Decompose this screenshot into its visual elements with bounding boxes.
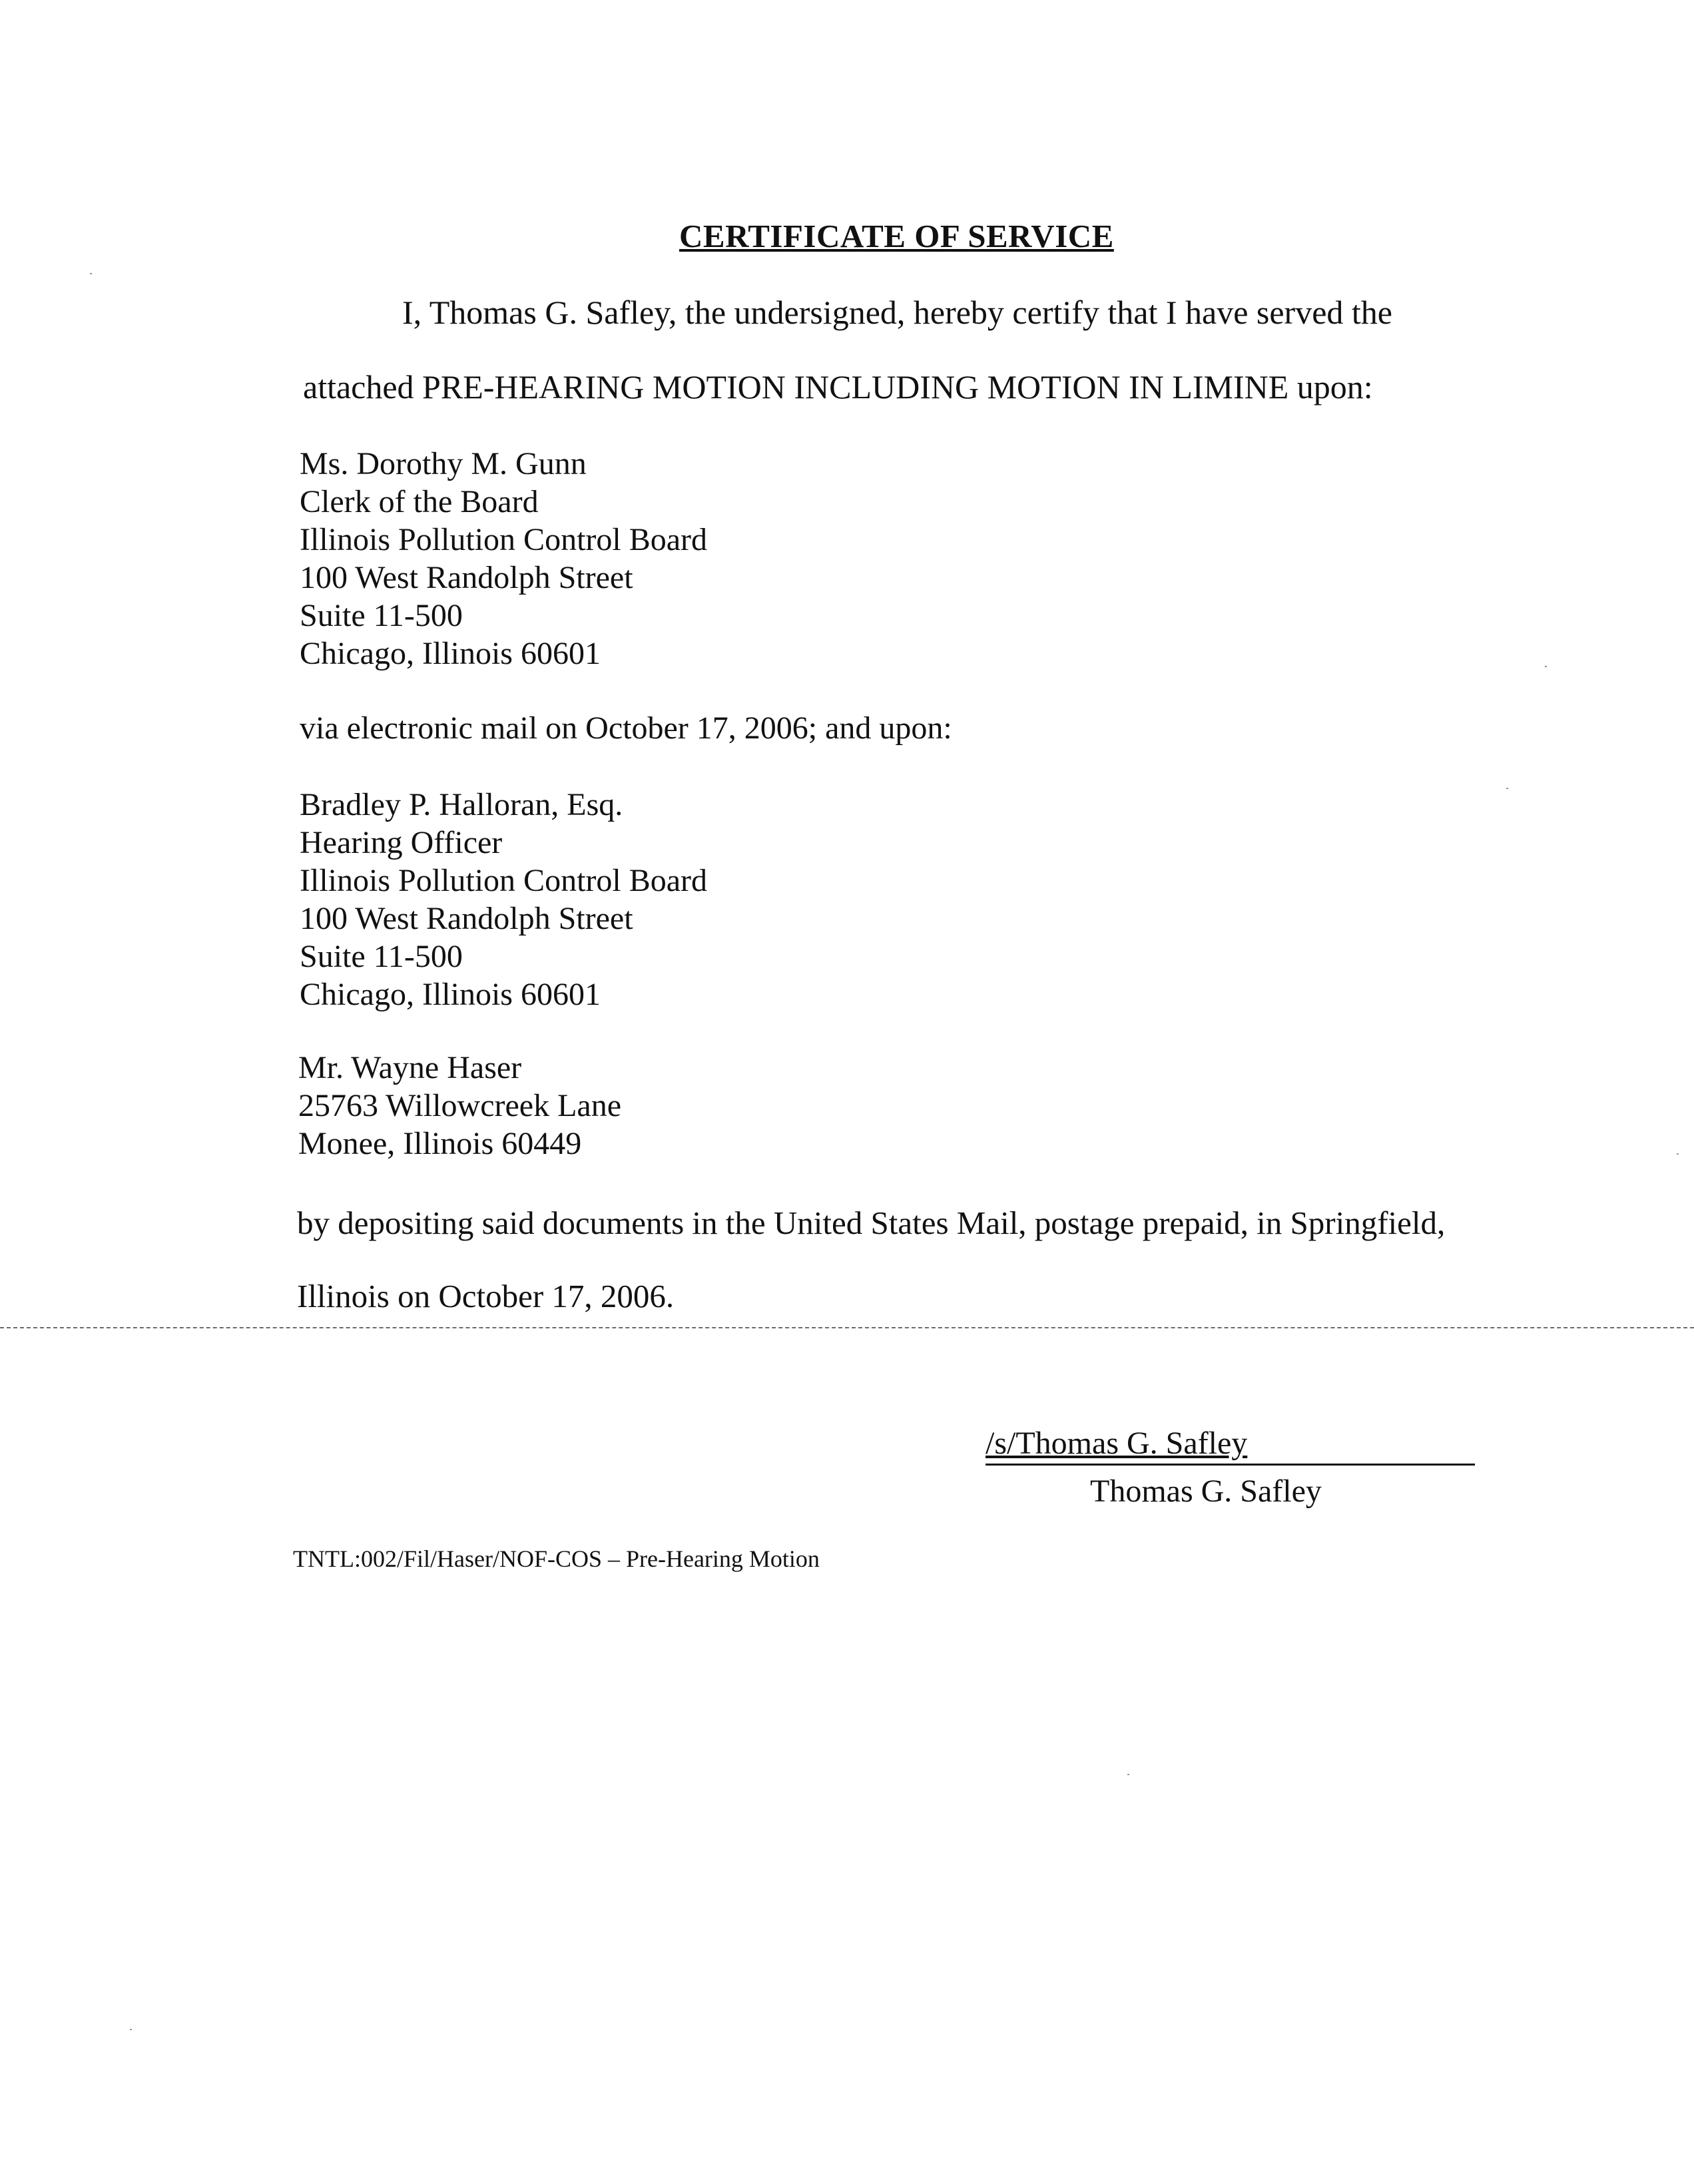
address-line: 100 West Randolph Street [300,560,633,595]
scan-speck [1545,666,1547,667]
scan-speck [1677,1153,1679,1155]
address-line: Illinois Pollution Control Board [300,522,708,557]
footer-reference: TNTL:002/Fil/Haser/NOF-COS – Pre-Hearing Motion [293,1545,820,1572]
address-line: Suite 11-500 [300,598,463,633]
scan-speck [90,273,92,274]
page-divider [0,1327,1694,1328]
recipient-1-address [300,445,707,673]
address-line: 25763 Willowcreek Lane [298,1088,622,1123]
scan-speck [1127,1774,1129,1775]
recipient-2-address [300,786,707,1013]
address-line: Ms. Dorothy M. Gunn [300,446,587,481]
address-line: Suite 11-500 [300,939,463,974]
address-line: Bradley P. Halloran, Esq. [300,787,623,822]
address-line: Chicago, Illinois 60601 [300,977,601,1012]
document-title: CERTIFICATE OF SERVICE [679,218,1114,254]
service-method-mail-line-1: by depositing said documents in the United States Mail, postage prepaid, in Springfield, [297,1205,1446,1241]
scan-speck [130,2029,132,2030]
service-method-electronic: via electronic mail on October 17, 2006; and upon: [300,710,952,746]
address-line: Monee, Illinois 60449 [298,1126,582,1161]
signer-name: Thomas G. Safley [1090,1474,1322,1509]
address-line: Clerk of the Board [300,484,539,519]
intro-line-2: attached PRE-HEARING MOTION INCLUDING MOTION IN LIMINE upon: [303,368,1373,406]
address-line: Mr. Wayne Haser [298,1050,522,1085]
address-line: Chicago, Illinois 60601 [300,636,601,671]
address-line: Illinois Pollution Control Board [300,863,708,898]
intro-line-1: I, Thomas G. Safley, the undersigned, hereby certify that I have served the [402,294,1392,331]
recipient-3-address [298,1049,621,1163]
signature-line: /s/Thomas G. Safley [986,1424,1475,1466]
scan-speck [1506,788,1508,789]
address-line: Hearing Officer [300,825,503,860]
address-line: 100 West Randolph Street [300,901,633,936]
service-method-mail-line-2: Illinois on October 17, 2006. [297,1278,675,1314]
